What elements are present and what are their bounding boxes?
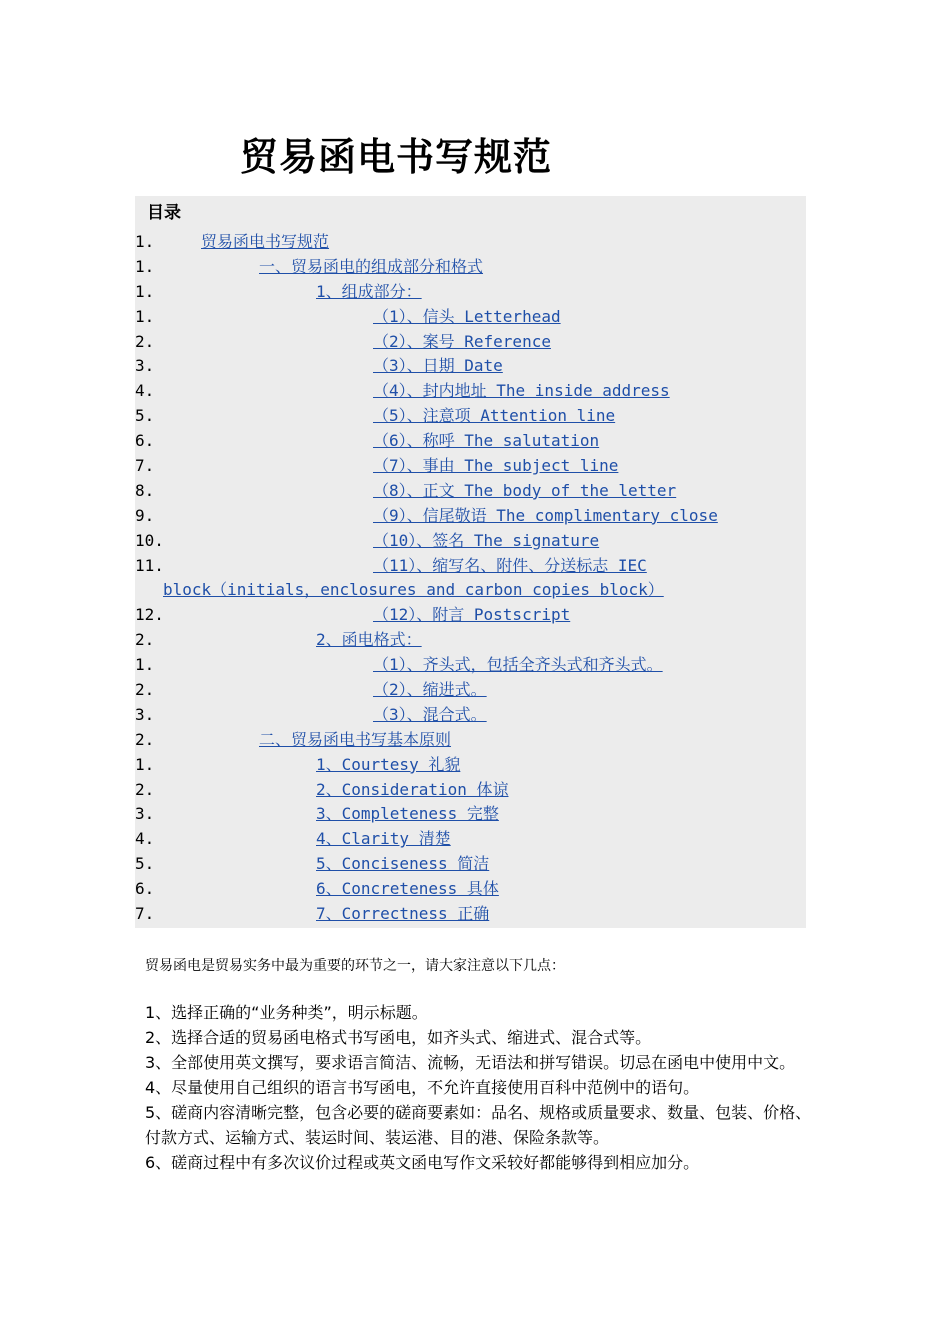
toc-entry-number: 2. bbox=[135, 331, 155, 351]
toc-entry bbox=[135, 678, 806, 703]
toc-heading: 目录 bbox=[147, 203, 181, 223]
toc-entry-link[interactable]: （6）、称呼 The salutation bbox=[373, 431, 600, 451]
toc-entry-number: 3. bbox=[135, 704, 155, 724]
toc-entry-number: 1. bbox=[135, 754, 155, 774]
table-of-contents bbox=[135, 196, 806, 928]
toc-entry-link[interactable]: 3、Completeness 完整 bbox=[316, 804, 499, 824]
toc-entry-number: 11. bbox=[135, 555, 164, 575]
toc-entry bbox=[135, 877, 806, 902]
toc-entry-number: 4. bbox=[135, 829, 155, 849]
guideline-item: 5、磋商内容清晰完整，包含必要的磋商要素如：品名、规格或质量要求、数量、包装、价格、付款方式、运输方式、装运时间、装运港、目的港、保险条款等。 bbox=[145, 1103, 812, 1147]
toc-entry bbox=[135, 354, 806, 379]
toc-entry bbox=[135, 230, 806, 255]
intro-text: 贸易函电是贸易实务中最为重要的环节之一，请大家注意以下几点： bbox=[145, 958, 565, 974]
toc-entry-link[interactable]: 5、Conciseness 简洁 bbox=[316, 854, 490, 874]
toc-entry-link[interactable]: 2、Consideration 体谅 bbox=[316, 779, 509, 799]
toc-entry-number: 1. bbox=[135, 655, 155, 675]
toc-entry bbox=[135, 504, 806, 529]
toc-entry-number: 2. bbox=[135, 630, 155, 650]
guideline-item: 1、选择正确的“业务种类”，明示标题。 bbox=[145, 1003, 428, 1022]
toc-entry-link[interactable]: （3）、混合式。 bbox=[373, 704, 487, 724]
toc-entry bbox=[135, 554, 806, 579]
toc-entry-number: 3. bbox=[135, 804, 155, 824]
toc-entry-link[interactable]: 1、组成部分： bbox=[316, 281, 422, 301]
toc-entry-link[interactable]: （9）、信尾敬语 The complimentary close bbox=[373, 505, 718, 525]
toc-entry-link[interactable]: （11）、缩写名、附件、分送标志 IEC bbox=[373, 555, 647, 575]
toc-entry-link[interactable]: （12）、附言 Postscript bbox=[373, 605, 571, 625]
toc-entry bbox=[135, 778, 806, 803]
toc-list bbox=[135, 230, 806, 927]
guideline-item: 2、选择合适的贸易函电格式书写函电，如齐头式、缩进式、混合式等。 bbox=[145, 1028, 652, 1047]
toc-entry bbox=[135, 603, 806, 628]
toc-entry-number: 1. bbox=[135, 232, 155, 251]
toc-entry-link[interactable]: （3）、日期 Date bbox=[373, 356, 503, 376]
guideline-item: 3、全部使用英文撰写，要求语言简洁、流畅，无语法和拼写错误。切忌在函电中使用中文。 bbox=[145, 1053, 796, 1072]
toc-entry-number: 5. bbox=[135, 406, 155, 426]
toc-entry bbox=[135, 429, 806, 454]
toc-entry bbox=[135, 379, 806, 404]
toc-entry bbox=[135, 802, 806, 827]
toc-entry-number: 3. bbox=[135, 356, 155, 376]
toc-entry-number: 2. bbox=[135, 779, 155, 799]
toc-entry bbox=[135, 703, 806, 728]
toc-entry bbox=[135, 852, 806, 877]
toc-entry-link[interactable]: 贸易函电书写规范 bbox=[201, 232, 330, 251]
toc-entry-number: 6. bbox=[135, 879, 155, 899]
toc-entry-link[interactable]: 一、贸易函电的组成部分和格式 bbox=[259, 256, 484, 276]
toc-entry bbox=[135, 753, 806, 778]
toc-entry-number: 1. bbox=[135, 306, 155, 326]
toc-entry-link[interactable]: （1）、信头 Letterhead bbox=[373, 306, 561, 326]
toc-entry bbox=[135, 479, 806, 504]
toc-entry bbox=[135, 404, 806, 429]
toc-entry-number: 6. bbox=[135, 431, 155, 451]
toc-entry bbox=[135, 330, 806, 355]
toc-entry bbox=[135, 578, 806, 603]
toc-entry-number: 9. bbox=[135, 505, 155, 525]
toc-entry-link[interactable]: （10）、签名 The signature bbox=[373, 530, 600, 550]
toc-entry-number: 2. bbox=[135, 680, 155, 700]
toc-entry bbox=[135, 728, 806, 753]
toc-entry-number: 8. bbox=[135, 480, 155, 500]
guideline-item: 4、尽量使用自己组织的语言书写函电，不允许直接使用百科中范例中的语句。 bbox=[145, 1078, 700, 1097]
toc-entry-number: 12. bbox=[135, 605, 164, 625]
toc-entry-link[interactable]: 二、贸易函电书写基本原则 bbox=[259, 729, 452, 749]
toc-entry-link[interactable]: （7）、事由 The subject line bbox=[373, 456, 619, 476]
toc-entry-number: 7. bbox=[135, 904, 155, 924]
toc-entry bbox=[135, 628, 806, 653]
toc-entry-number: 10. bbox=[135, 530, 164, 550]
toc-entry-link[interactable]: block（initials，enclosures and carbon copies block） bbox=[163, 580, 664, 600]
toc-entry bbox=[135, 255, 806, 280]
toc-entry-link[interactable]: 2、函电格式： bbox=[316, 630, 422, 650]
toc-entry-link[interactable]: （5）、注意项 Attention line bbox=[373, 406, 616, 426]
toc-entry bbox=[135, 902, 806, 927]
toc-entry-link[interactable]: 6、Concreteness 具体 bbox=[316, 879, 499, 899]
toc-entry-number: 4. bbox=[135, 381, 155, 401]
toc-entry-link[interactable]: （1）、齐头式，包括全齐头式和齐头式。 bbox=[373, 655, 663, 675]
guideline-list bbox=[145, 1000, 815, 1175]
toc-entry-link[interactable]: 4、Clarity 清楚 bbox=[316, 829, 451, 849]
toc-entry-number: 1. bbox=[135, 281, 155, 301]
toc-entry bbox=[135, 827, 806, 852]
toc-entry-number: 5. bbox=[135, 854, 155, 874]
toc-entry-number: 1. bbox=[135, 256, 155, 276]
toc-entry-link[interactable]: （2）、案号 Reference bbox=[373, 331, 551, 351]
toc-entry-link[interactable]: 1、Courtesy 礼貌 bbox=[316, 754, 461, 774]
toc-entry-link[interactable]: 7、Correctness 正确 bbox=[316, 904, 490, 924]
toc-entry-link[interactable]: （2）、缩进式。 bbox=[373, 680, 487, 700]
toc-entry-link[interactable]: （4）、封内地址 The inside address bbox=[373, 381, 670, 401]
toc-entry bbox=[135, 454, 806, 479]
toc-entry bbox=[135, 305, 806, 330]
document-title: 贸易函电书写规范 bbox=[240, 134, 553, 179]
toc-entry bbox=[135, 529, 806, 554]
toc-entry-number: 7. bbox=[135, 456, 155, 476]
toc-entry bbox=[135, 653, 806, 678]
toc-entry-link[interactable]: （8）、正文 The body of the letter bbox=[373, 480, 677, 500]
toc-entry-number: 2. bbox=[135, 729, 155, 749]
toc-entry bbox=[135, 280, 806, 305]
guideline-item: 6、磋商过程中有多次议价过程或英文函电写作文采较好都能够得到相应加分。 bbox=[145, 1153, 700, 1172]
